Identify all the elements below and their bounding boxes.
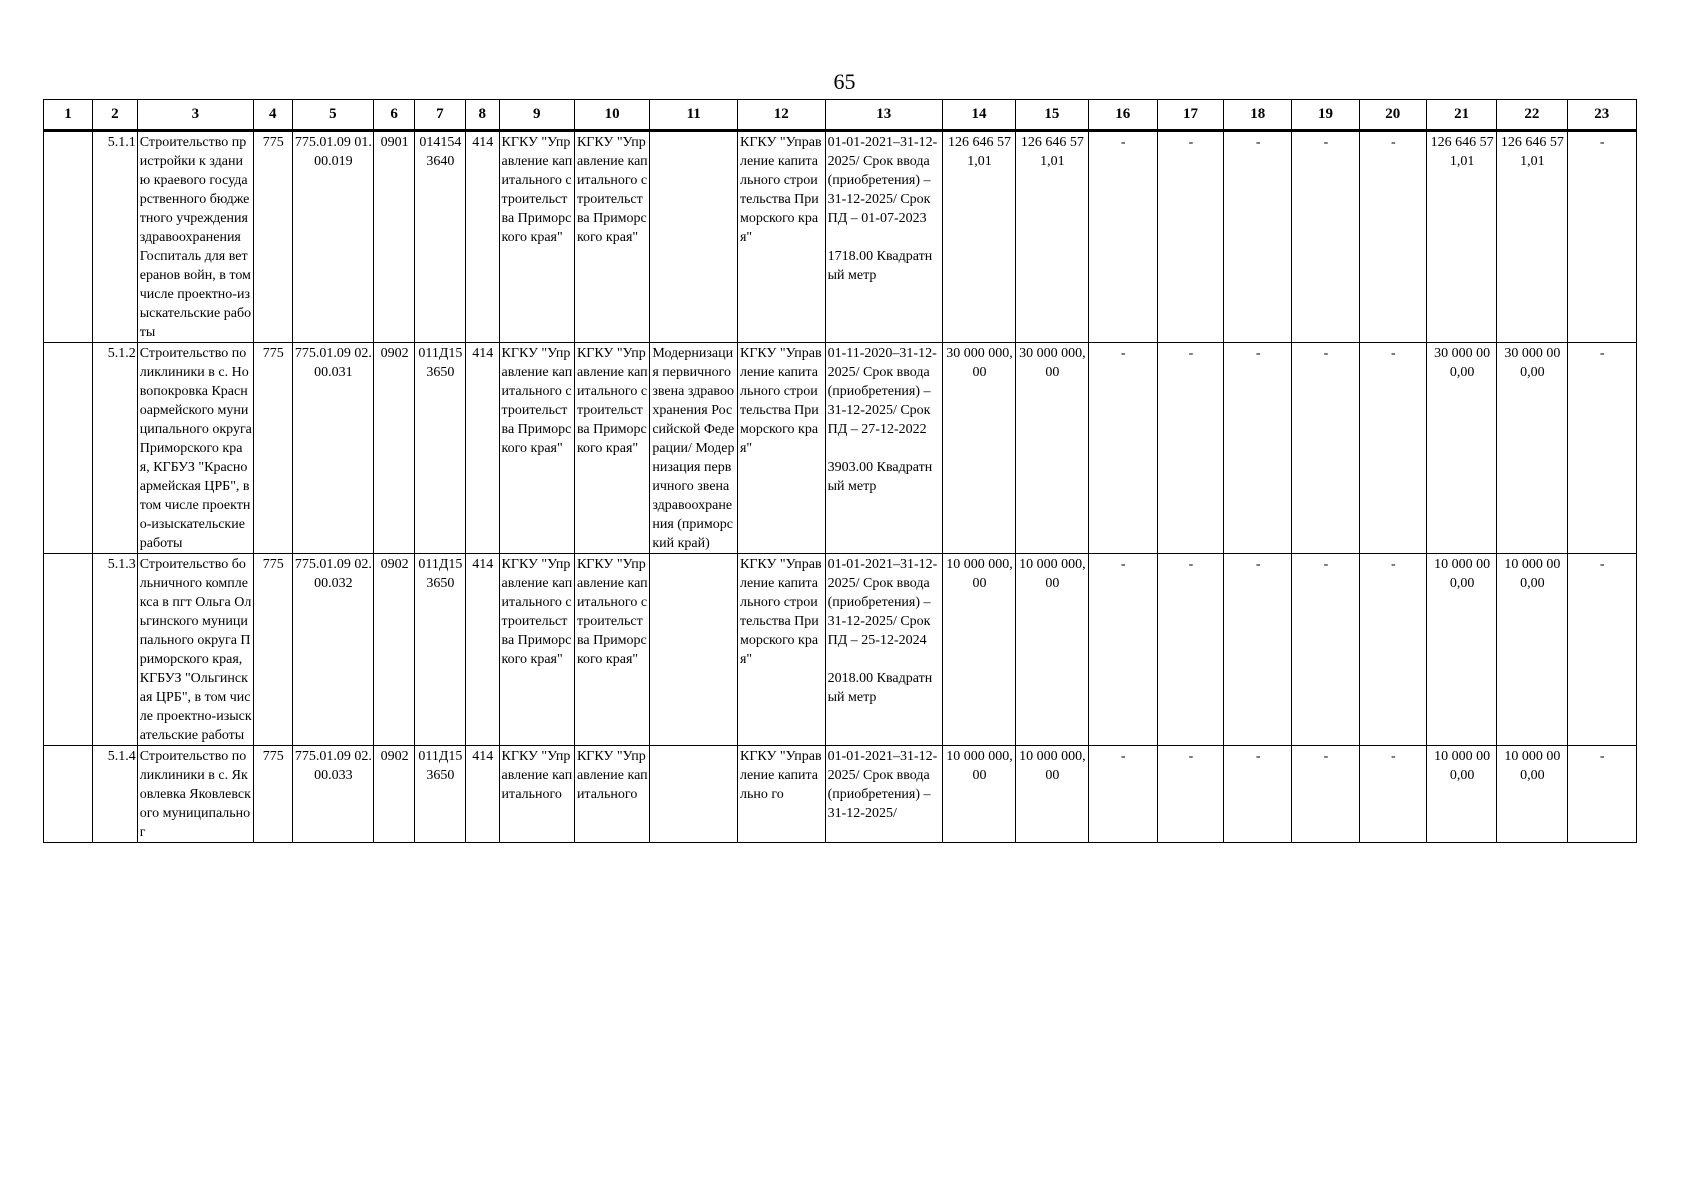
- column-header: 10: [574, 100, 649, 131]
- table-cell: КГКУ "Управление капитального строительства Приморского края": [737, 554, 825, 746]
- table-cell: -: [1224, 343, 1292, 554]
- amount-cell: 126 646 571,01: [1497, 131, 1567, 343]
- table-row: [44, 554, 1637, 746]
- amount-cell: 10 000 000,00: [1426, 554, 1496, 746]
- table-cell: 011Д15 3650: [414, 554, 465, 746]
- table-cell: -: [1088, 746, 1157, 843]
- amount-cell: 10 000 000,00: [1497, 746, 1567, 843]
- object-name: Строительство поликлиники в с. Яковлевка Яковлевского муниципальног: [137, 746, 253, 843]
- row-number: 5.1.3: [92, 554, 137, 746]
- object-name: Строительство поликлиники в с. Новопокровка Красноармейского муниципального округа Приморского края, КГБУЗ "Красноармейская ЦРБ", в том числе проектно-изыскательские работы: [137, 343, 253, 554]
- amount-cell: 10 000 000,00: [1426, 746, 1496, 843]
- deadline-cell: 01-01-2021–31-12-2025/ Срок ввода (приобретения) – 31-12-2025/ Срок ПД – 01-07-2023 1718.00 Квадратный метр: [825, 131, 942, 343]
- data-table: [43, 99, 1637, 843]
- amount-cell: 10 000 000,00: [1016, 746, 1088, 843]
- column-header: 16: [1088, 100, 1157, 131]
- column-header: 18: [1224, 100, 1292, 131]
- table-cell: -: [1088, 343, 1157, 554]
- table-cell: -: [1157, 554, 1223, 746]
- table-cell: -: [1157, 343, 1223, 554]
- table-cell: КГКУ "Управление капитального строительства Приморского края": [499, 554, 574, 746]
- table-cell: 775: [253, 746, 292, 843]
- column-header: 23: [1567, 100, 1636, 131]
- deadline-cell: 01-11-2020–31-12-2025/ Срок ввода (приобретения) – 31-12-2025/ Срок ПД – 27-12-2022 3903.00 Квадратный метр: [825, 343, 942, 554]
- column-header: 19: [1292, 100, 1359, 131]
- table-cell: -: [1088, 131, 1157, 343]
- table-cell: КГКУ "Управление капитального строительства Приморского края": [737, 343, 825, 554]
- table-cell: 775.01.09 02.00.033: [292, 746, 374, 843]
- table-cell: -: [1157, 131, 1223, 343]
- header-row: [44, 100, 1637, 131]
- table-cell: -: [1359, 746, 1426, 843]
- object-name: Строительство больничного комплекса в пгт Ольга Ольгинского муниципального округа Приморского края, КГБУЗ "Ольгинская ЦРБ", в том числе проектно-изыскательские работы: [137, 554, 253, 746]
- table-cell: 414: [465, 746, 499, 843]
- column-header: 12: [737, 100, 825, 131]
- deadline-cell: 01-01-2021–31-12-2025/ Срок ввода (приобретения) – 31-12-2025/: [825, 746, 942, 843]
- table-cell: -: [1224, 131, 1292, 343]
- column-header: 6: [374, 100, 415, 131]
- amount-cell: 30 000 000,00: [1426, 343, 1496, 554]
- table-cell: 775.01.09 02.00.032: [292, 554, 374, 746]
- page-number: 65: [833, 69, 856, 94]
- row-number: 5.1.1: [92, 131, 137, 343]
- table-cell: [650, 746, 738, 843]
- table-cell: КГКУ "Управление капитального строительства Приморского края": [574, 131, 649, 343]
- table-cell: [44, 343, 93, 554]
- amount-cell: 126 646 571,01: [942, 131, 1015, 343]
- table-cell: 775.01.09 02.00.031: [292, 343, 374, 554]
- table-cell: КГКУ "Управление капитального строительства Приморского края": [499, 131, 574, 343]
- table-row: [44, 131, 1637, 343]
- column-header: 7: [414, 100, 465, 131]
- table-cell: КГКУ "Управление капитального: [499, 746, 574, 843]
- column-header: 20: [1359, 100, 1426, 131]
- table-cell: -: [1359, 554, 1426, 746]
- table-cell: -: [1292, 554, 1359, 746]
- column-header: 17: [1157, 100, 1223, 131]
- table-cell: КГКУ "Управление капитального строительства Приморского края": [499, 343, 574, 554]
- amount-cell: 10 000 000,00: [1497, 554, 1567, 746]
- project-cell: Модернизация первичного звена здравоохранения Российской Федерации/ Модернизация первичного звена здравоохранения (приморский край): [650, 343, 738, 554]
- amount-cell: 30 000 000,00: [942, 343, 1015, 554]
- table-cell: -: [1359, 343, 1426, 554]
- table-cell: [650, 131, 738, 343]
- table-cell: -: [1292, 746, 1359, 843]
- table-cell: [650, 554, 738, 746]
- column-header: 1: [44, 100, 93, 131]
- column-header: 11: [650, 100, 738, 131]
- object-name: Строительство пристройки к зданию краевого государственного бюджетного учреждения здравоохранения Госпиталь для ветеранов войн, в том числе проектно-изыскательские работы: [137, 131, 253, 343]
- table-cell: [44, 131, 93, 343]
- amount-cell: 10 000 000,00: [942, 554, 1015, 746]
- scan-artifact: [0, 1187, 320, 1193]
- table-cell: 775: [253, 343, 292, 554]
- table-cell: -: [1224, 746, 1292, 843]
- table-cell: -: [1088, 554, 1157, 746]
- table-cell: -: [1157, 746, 1223, 843]
- amount-cell: 10 000 000,00: [1016, 554, 1088, 746]
- column-header: 4: [253, 100, 292, 131]
- table-cell: 0902: [374, 343, 415, 554]
- table-cell: 0902: [374, 746, 415, 843]
- table-cell: -: [1292, 343, 1359, 554]
- row-number: 5.1.2: [92, 343, 137, 554]
- table-cell: КГКУ "Управление капитального строительства Приморского края": [737, 131, 825, 343]
- table-cell: -: [1567, 554, 1636, 746]
- amount-cell: 10 000 000,00: [942, 746, 1015, 843]
- table-row: [44, 343, 1637, 554]
- table-cell: -: [1224, 554, 1292, 746]
- table-cell: -: [1567, 343, 1636, 554]
- table-cell: 014154 3640: [414, 131, 465, 343]
- table-cell: 775.01.09 01.00.019: [292, 131, 374, 343]
- amount-cell: 30 000 000,00: [1016, 343, 1088, 554]
- table-cell: 775: [253, 554, 292, 746]
- row-number: 5.1.4: [92, 746, 137, 843]
- column-header: 8: [465, 100, 499, 131]
- table-cell: КГКУ "Управление капитального: [574, 746, 649, 843]
- table-cell: [44, 746, 93, 843]
- column-header: 9: [499, 100, 574, 131]
- table-cell: 0901: [374, 131, 415, 343]
- amount-cell: 126 646 571,01: [1426, 131, 1496, 343]
- column-header: 13: [825, 100, 942, 131]
- table-cell: 414: [465, 554, 499, 746]
- column-header: 14: [942, 100, 1015, 131]
- table-cell: КГКУ "Управление капитального строительства Приморского края": [574, 554, 649, 746]
- table-cell: -: [1292, 131, 1359, 343]
- table-cell: 775: [253, 131, 292, 343]
- column-header: 5: [292, 100, 374, 131]
- table-cell: -: [1567, 746, 1636, 843]
- column-header: 22: [1497, 100, 1567, 131]
- column-header: 21: [1426, 100, 1496, 131]
- table-cell: 011Д15 3650: [414, 343, 465, 554]
- table-cell: -: [1567, 131, 1636, 343]
- table-cell: 414: [465, 343, 499, 554]
- table-cell: КГКУ "Управление капитально го: [737, 746, 825, 843]
- column-header: 15: [1016, 100, 1088, 131]
- table-cell: [44, 554, 93, 746]
- column-header: 3: [137, 100, 253, 131]
- table-cell: -: [1359, 131, 1426, 343]
- table-cell: 011Д15 3650: [414, 746, 465, 843]
- table-cell: 414: [465, 131, 499, 343]
- amount-cell: 126 646 571,01: [1016, 131, 1088, 343]
- table-cell: 0902: [374, 554, 415, 746]
- deadline-cell: 01-01-2021–31-12-2025/ Срок ввода (приобретения) – 31-12-2025/ Срок ПД – 25-12-2024 2018.00 Квадратный метр: [825, 554, 942, 746]
- table-row: [44, 746, 1637, 843]
- amount-cell: 30 000 000,00: [1497, 343, 1567, 554]
- column-header: 2: [92, 100, 137, 131]
- table-cell: КГКУ "Управление капитального строительства Приморского края": [574, 343, 649, 554]
